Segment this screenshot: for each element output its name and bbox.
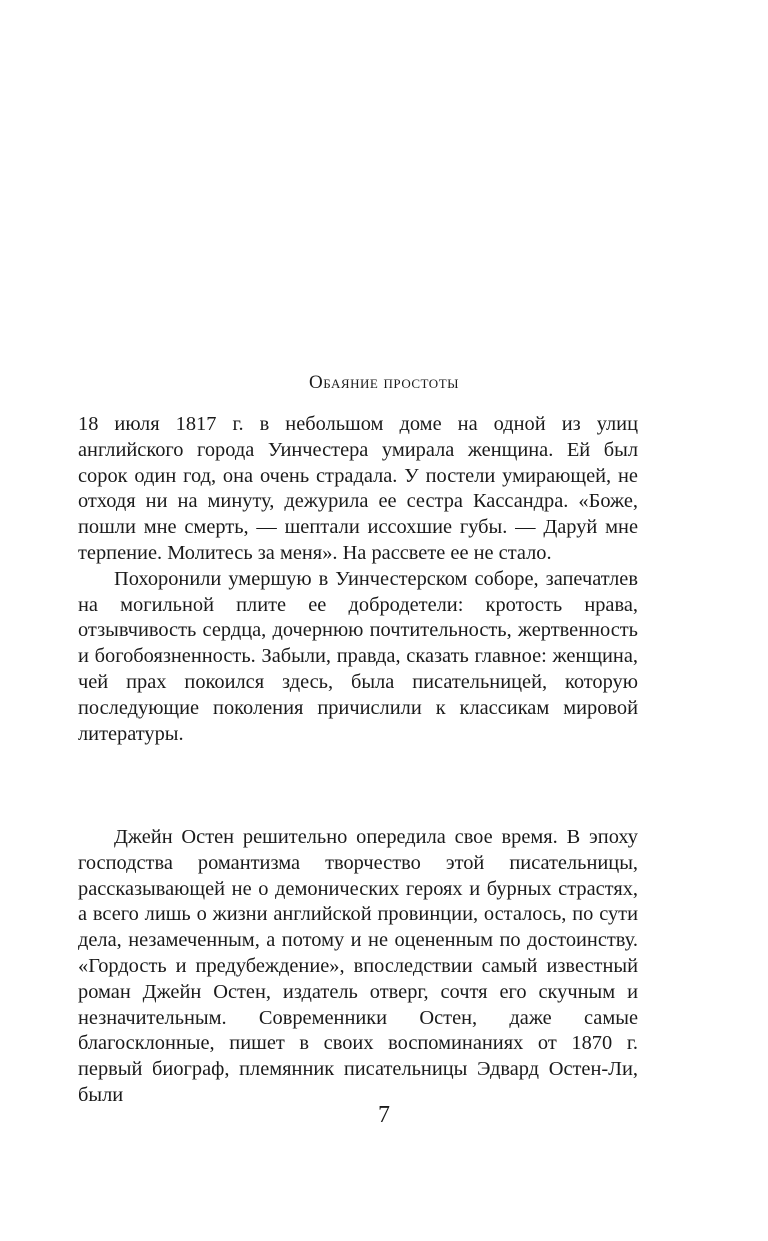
paragraph: Похоронили умершую в Уинчестерском соборе, запечатлев на могильной плите ее добродетели: кротость нрава, отзывчивость сердца, дочернюю почтительность, жертвенность и богобоязненность. Забыли, правда, сказать главное: женщина, чей прах покоился здесь, была писательницей, которую последующие поколения причислили к классикам мировой литературы. (78, 567, 638, 745)
paragraph: 18 июля 1817 г. в небольшом доме на одной из улиц английского города Уинчестера умирала женщина. Ей был сорок один год, она очень страдала. У постели умирающей, не отходя ни на минуту, дежурила ее сестра Кассандра. «Боже, пошли мне смерть, — шептали иссохшие губы. — Даруй мне терпение. Молитесь за меня». На рассвете ее не стало. (78, 413, 638, 564)
chapter-title: Обаяние простоты (309, 372, 459, 393)
text-section-one (78, 412, 638, 747)
text-section-two (78, 825, 638, 1109)
paragraph: Джейн Остен решительно опередила свое время. В эпоху господства романтизма творчество этой писательницы, рассказывающей не о демонических героях и бурных страстях, а всего лишь о жизни английской провинции, осталось, по сути дела, незамеченным, а потому и не оцененным по достоинству. «Гордость и предубеждение», впоследствии самый известный роман Джейн Остен, издатель отверг, сочтя его скучным и незначительным. Современники Остен, даже самые благосклонные, пишет в своих воспоминаниях от 1870 г. первый биограф, племянник писательницы Эдвард Остен-Ли, были (78, 826, 638, 1106)
page-number: 7 (378, 1102, 390, 1128)
